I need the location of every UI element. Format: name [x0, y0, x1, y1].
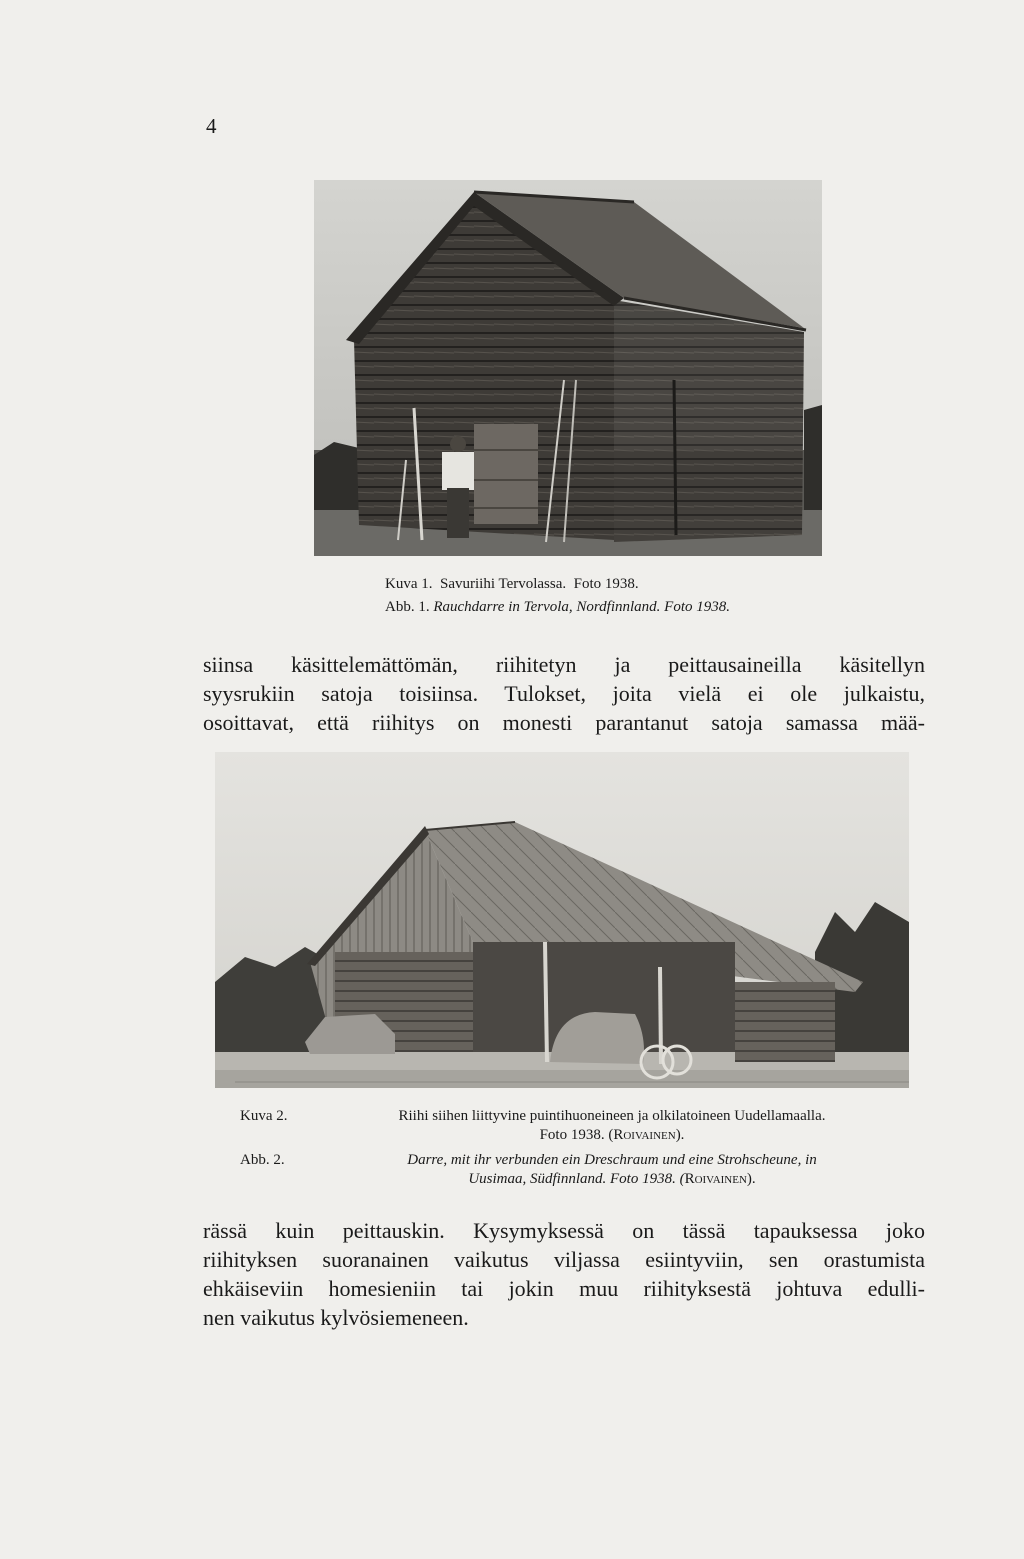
figure2-de-author: Roivainen [684, 1171, 747, 1187]
paragraph-1-line: syysrukiin satoja toisiinsa. Tulokset, joita vielä ei ole julkaistu, [203, 681, 925, 706]
figure2-label-de: Abb. 2. [240, 1152, 285, 1168]
figure2-credit-post: ). [675, 1127, 685, 1143]
figure2-label-fi: Kuva 2. [240, 1108, 288, 1124]
figure2-de-post: ). [746, 1171, 756, 1187]
figure2-de-pre: Uusimaa, Südfinnland. Foto 1938. ( [468, 1171, 685, 1187]
figure2-caption-fi-line1: Riihi siihen liittyvine puintihuoneineen ja olkilatoineen Uudellamaalla. [398, 1108, 826, 1124]
paragraph-2-line: ehkäiseviin homesieniin tai jokin muu riihityksestä johtuva edulli- [203, 1276, 925, 1301]
page-number: 4 [206, 114, 217, 138]
figure1-text-de: Rauchdarre in Tervola, Nordfinnland. Foto 1938. [433, 599, 731, 615]
figure2-credit-pre: Foto 1938. ( [539, 1127, 614, 1143]
figure2-caption-fi-line2 [324, 1126, 900, 1145]
paragraph-2 [203, 1216, 925, 1332]
paragraph-1 [203, 650, 925, 737]
paragraph-1-line: osoittavat, että riihitys on monesti parantanut satoja samassa mää- [203, 710, 925, 735]
figure1-caption-de [385, 597, 730, 617]
paragraph-1-line: siinsa käsittelemättömän, riihitetyn ja peittausaineilla käsitellyn [203, 652, 925, 677]
figure1-label-de: Abb. 1. [385, 599, 430, 615]
figure2-author: Roivainen [613, 1127, 676, 1143]
paragraph-2-line: riihityksen suoranainen vaikutus viljassa esiintyviin, sen orastumista [203, 1247, 925, 1272]
photo-barn-threshing [215, 752, 909, 1088]
paragraph-2-line: rässä kuin peittauskin. Kysymyksessä on tässä tapauksessa joko [203, 1218, 925, 1243]
figure2-caption-de-line2 [324, 1170, 900, 1189]
paragraph-2-line: nen vaikutus kylvösiemeneen. [203, 1305, 469, 1330]
figure2-caption-de-line1: Darre, mit ihr verbunden ein Dreschraum und eine Strohscheune, in [407, 1152, 817, 1168]
figure1-caption-fi: Kuva 1. Savuriihi Tervolassa. Foto 1938. [385, 576, 639, 592]
figure2-caption [240, 1107, 900, 1189]
photo-smoke-barn [314, 180, 822, 556]
